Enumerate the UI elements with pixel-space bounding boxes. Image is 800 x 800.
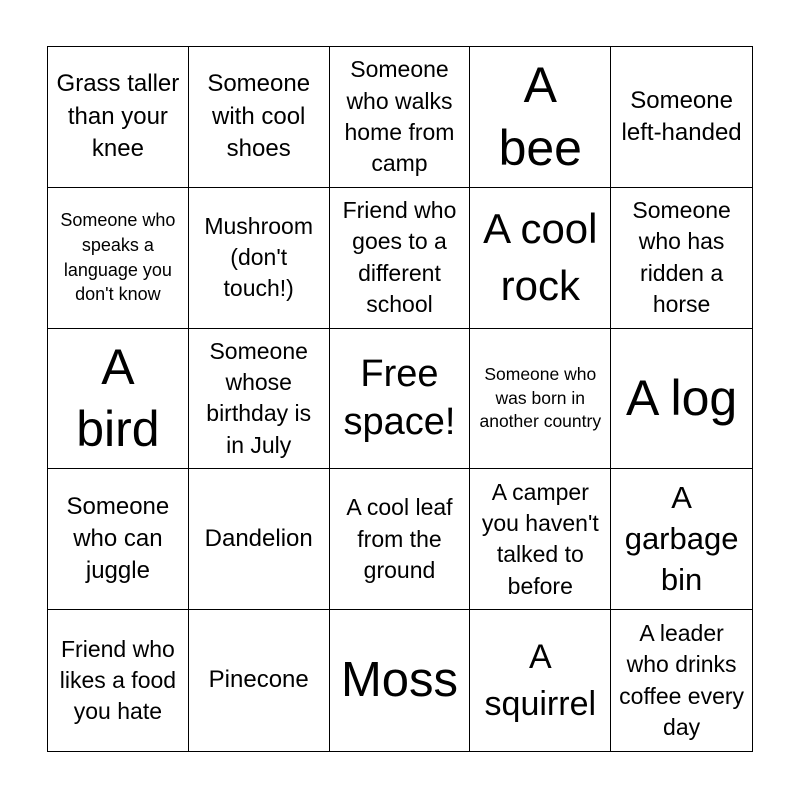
bingo-cell[interactable] <box>189 47 330 188</box>
bingo-cell-label: A camper you haven't talked to before <box>481 478 599 599</box>
bingo-cell-label: A squirrel <box>484 637 597 723</box>
bingo-cell-label: Someone who has ridden a horse <box>632 197 731 317</box>
bingo-cell-label: Dandelion <box>204 525 313 553</box>
bingo-cell-label: A bee <box>498 57 582 176</box>
bingo-cell[interactable] <box>611 610 752 751</box>
bingo-cell[interactable] <box>330 47 471 188</box>
bingo-cell-label: Moss <box>340 653 459 708</box>
bingo-cell[interactable] <box>48 47 189 188</box>
bingo-cell-label: Someone who walks home from camp <box>344 56 455 177</box>
bingo-cell-label: Mushroom (don't touch!) <box>204 212 314 302</box>
bingo-cell[interactable] <box>470 329 611 470</box>
bingo-cell-label: A leader who drinks coffee every day <box>619 620 745 740</box>
bingo-cell[interactable] <box>189 469 330 610</box>
bingo-cell[interactable] <box>330 469 471 610</box>
bingo-cell[interactable] <box>48 610 189 751</box>
bingo-cell[interactable] <box>470 188 611 329</box>
bingo-cell[interactable] <box>470 610 611 751</box>
bingo-cell[interactable] <box>330 329 471 470</box>
bingo-cell[interactable] <box>189 610 330 751</box>
bingo-cell-label: Pinecone <box>208 666 309 694</box>
bingo-cell[interactable] <box>189 188 330 329</box>
bingo-board <box>47 46 753 752</box>
bingo-cell[interactable] <box>470 47 611 188</box>
bingo-cell-label: Friend who likes a food you hate <box>59 635 177 725</box>
free-space-label: Free space! <box>343 352 456 444</box>
bingo-cell-label: Someone who was born in another country <box>479 364 602 432</box>
bingo-cell[interactable] <box>189 329 330 470</box>
bingo-cell[interactable] <box>48 329 189 470</box>
bingo-cell-label: A cool leaf from the ground <box>346 494 453 583</box>
bingo-cell-label: A log <box>625 370 738 427</box>
bingo-cell-label: Someone who can juggle <box>66 492 170 585</box>
bingo-cell-label: Grass taller than your knee <box>56 70 180 163</box>
bingo-cell[interactable] <box>611 188 752 329</box>
bingo-cell[interactable] <box>470 469 611 610</box>
bingo-cell[interactable] <box>330 188 471 329</box>
bingo-cell[interactable] <box>611 469 752 610</box>
bingo-cell[interactable] <box>611 329 752 470</box>
bingo-cell-label: Friend who goes to a different school <box>342 197 457 317</box>
bingo-cell-label: A bird <box>76 338 160 458</box>
bingo-cell-label: A garbage bin <box>624 479 739 597</box>
bingo-cell[interactable] <box>48 188 189 329</box>
bingo-cell-label: Someone whose birthday is in July <box>206 337 312 458</box>
bingo-cell-label: A cool rock <box>483 205 598 309</box>
bingo-cell[interactable] <box>48 469 189 610</box>
bingo-cell[interactable] <box>611 47 752 188</box>
bingo-cell-label: Someone who speaks a language you don't know <box>60 210 176 305</box>
bingo-cell-label: Someone left-handed <box>621 86 742 146</box>
bingo-cell-label: Someone with cool shoes <box>207 70 311 163</box>
bingo-cell[interactable] <box>330 610 471 751</box>
